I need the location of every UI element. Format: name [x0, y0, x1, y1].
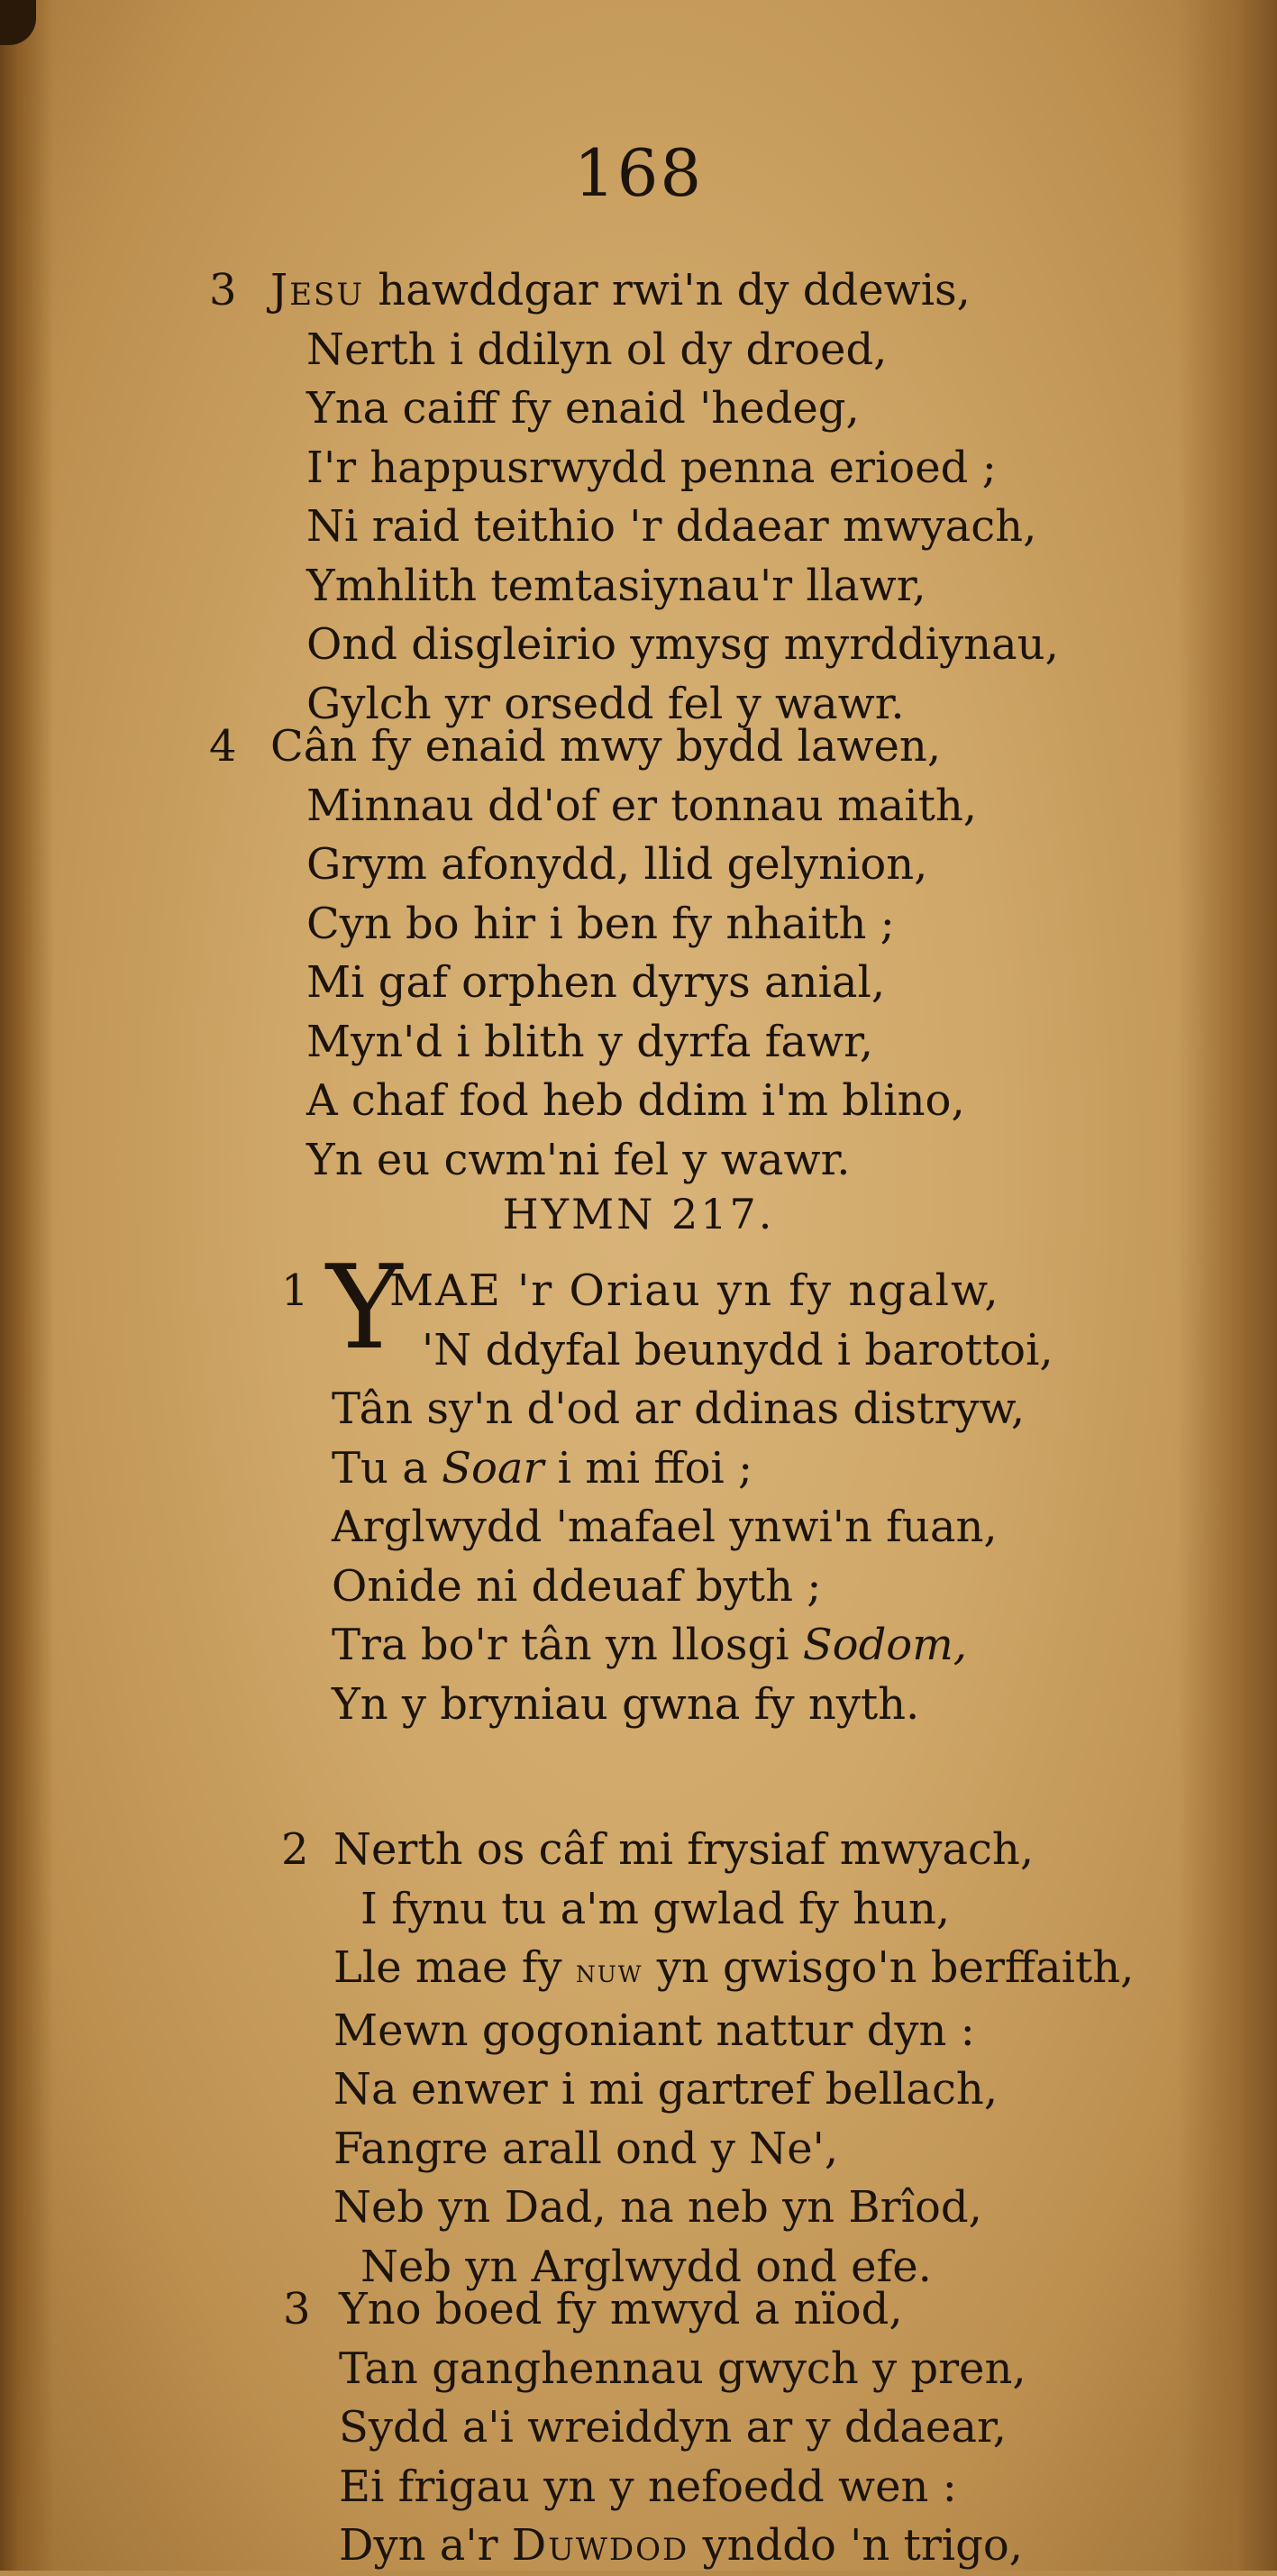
- verse-line: Nerth os câf mi frysiaf mwyach,: [333, 1824, 1035, 1875]
- verse-line: Minnau dd'of er tonnau maith,: [306, 780, 978, 831]
- verse-line: Arglwydd 'mafael ynwi'n fuan,: [332, 1502, 998, 1552]
- hymn-stanza-1-continued: [332, 1380, 1025, 1734]
- hymn-stanza-2: [281, 1821, 1135, 2297]
- verse-line: I'r happusrwydd penna erioed ;: [306, 442, 997, 493]
- verse-line: Fangre arall ond y Ne',: [333, 2123, 839, 2174]
- verse-line: MAE 'r Oriau yn fy ngalw,: [389, 1265, 1000, 1316]
- verse-line: Yno boed fy mwyd a nïod,: [339, 2284, 903, 2334]
- stanza-number: 2: [281, 1824, 309, 1875]
- verse-line: Yna caiff fy enaid 'hedeg,: [306, 383, 860, 434]
- verse-line: Grym afonydd, llid gelynion,: [306, 839, 928, 890]
- stanza-4: [209, 717, 978, 1190]
- stanza-number: 1: [281, 1265, 309, 1316]
- verse-line: Tan ganghennau gwych y pren,: [339, 2343, 1026, 2394]
- verse-line: Yn y bryniau gwna fy nyth.: [332, 1678, 920, 1730]
- verse-line: Cyn bo hir i ben fy nhaith ;: [306, 898, 895, 949]
- stanza-number: 4: [209, 721, 237, 772]
- stanza-number: 3: [283, 2284, 311, 2334]
- verse-line: Lle mae fy nuw yn gwisgo'n berffaith,: [333, 1942, 1135, 1993]
- verse-line: 'N ddyfal beunydd i barottoi,: [422, 1324, 1054, 1375]
- verse-line: Tân sy'n d'od ar ddinas distryw,: [332, 1384, 1026, 1434]
- verse-line: Mi gaf orphen dyrys anial,: [306, 957, 886, 1008]
- verse-line: Dyn a'r Duwdod ynddo 'n trigo,: [339, 2520, 1024, 2571]
- corner-stain: [0, 0, 36, 45]
- verse-line: Neb yn Arglwydd ond efe.: [360, 2241, 932, 2292]
- verse-line: Yn eu cwm'ni fel y wawr.: [306, 1134, 851, 1185]
- verse-line: Nerth i ddilyn ol dy droed,: [306, 324, 888, 375]
- verse-line: Sydd a'i wreiddyn ar y ddaear,: [339, 2402, 1007, 2453]
- drop-cap: Y: [326, 1241, 403, 1375]
- verse-line: Onide ni ddeuaf byth ;: [332, 1560, 822, 1612]
- verse-line: Ni raid teithio 'r ddaear mwyach,: [306, 501, 1037, 552]
- verse-line: Ymhlith temtasiynau'r llawr,: [306, 560, 926, 611]
- verse-line: I fynu tu a'm gwlad fy hun,: [360, 1883, 951, 1934]
- verse-line: Tu a Soar i mi ffoi ;: [332, 1442, 753, 1494]
- verse-line: Mewn gogoniant nattur dyn :: [333, 2005, 975, 2056]
- hymn-stanza-1: [281, 1262, 1054, 1380]
- verse-line: Tra bo'r tân yn llosgi Sodom,: [332, 1620, 967, 1670]
- verse-line: Gylch yr orsedd fel y wawr.: [306, 678, 905, 729]
- verse-line: Myn'd i blith y dyrfa fawr,: [306, 1016, 874, 1067]
- page-number: 168: [573, 135, 704, 211]
- stanza-number: 3: [209, 265, 237, 315]
- verse-line: Ei frigau yn y nefoedd wen :: [339, 2461, 957, 2512]
- verse-line: Ond disgleirio ymysg myrddiynau,: [306, 619, 1059, 670]
- verse-line: A chaf fod heb ddim i'm blino,: [306, 1075, 965, 1126]
- hymn-title: HYMN 217.: [502, 1190, 775, 1238]
- hymn-stanza-3: [283, 2280, 1026, 2576]
- stanza-3: [209, 261, 1059, 734]
- verse-line: Cân fy enaid mwy bydd lawen,: [270, 721, 942, 772]
- verse-line: Na enwer i mi gartref bellach,: [333, 2064, 999, 2115]
- verse-line: Jesu hawddgar rwi'n dy ddewis,: [270, 265, 971, 315]
- verse-line: Neb yn Dad, na neb yn Brîod,: [333, 2182, 982, 2233]
